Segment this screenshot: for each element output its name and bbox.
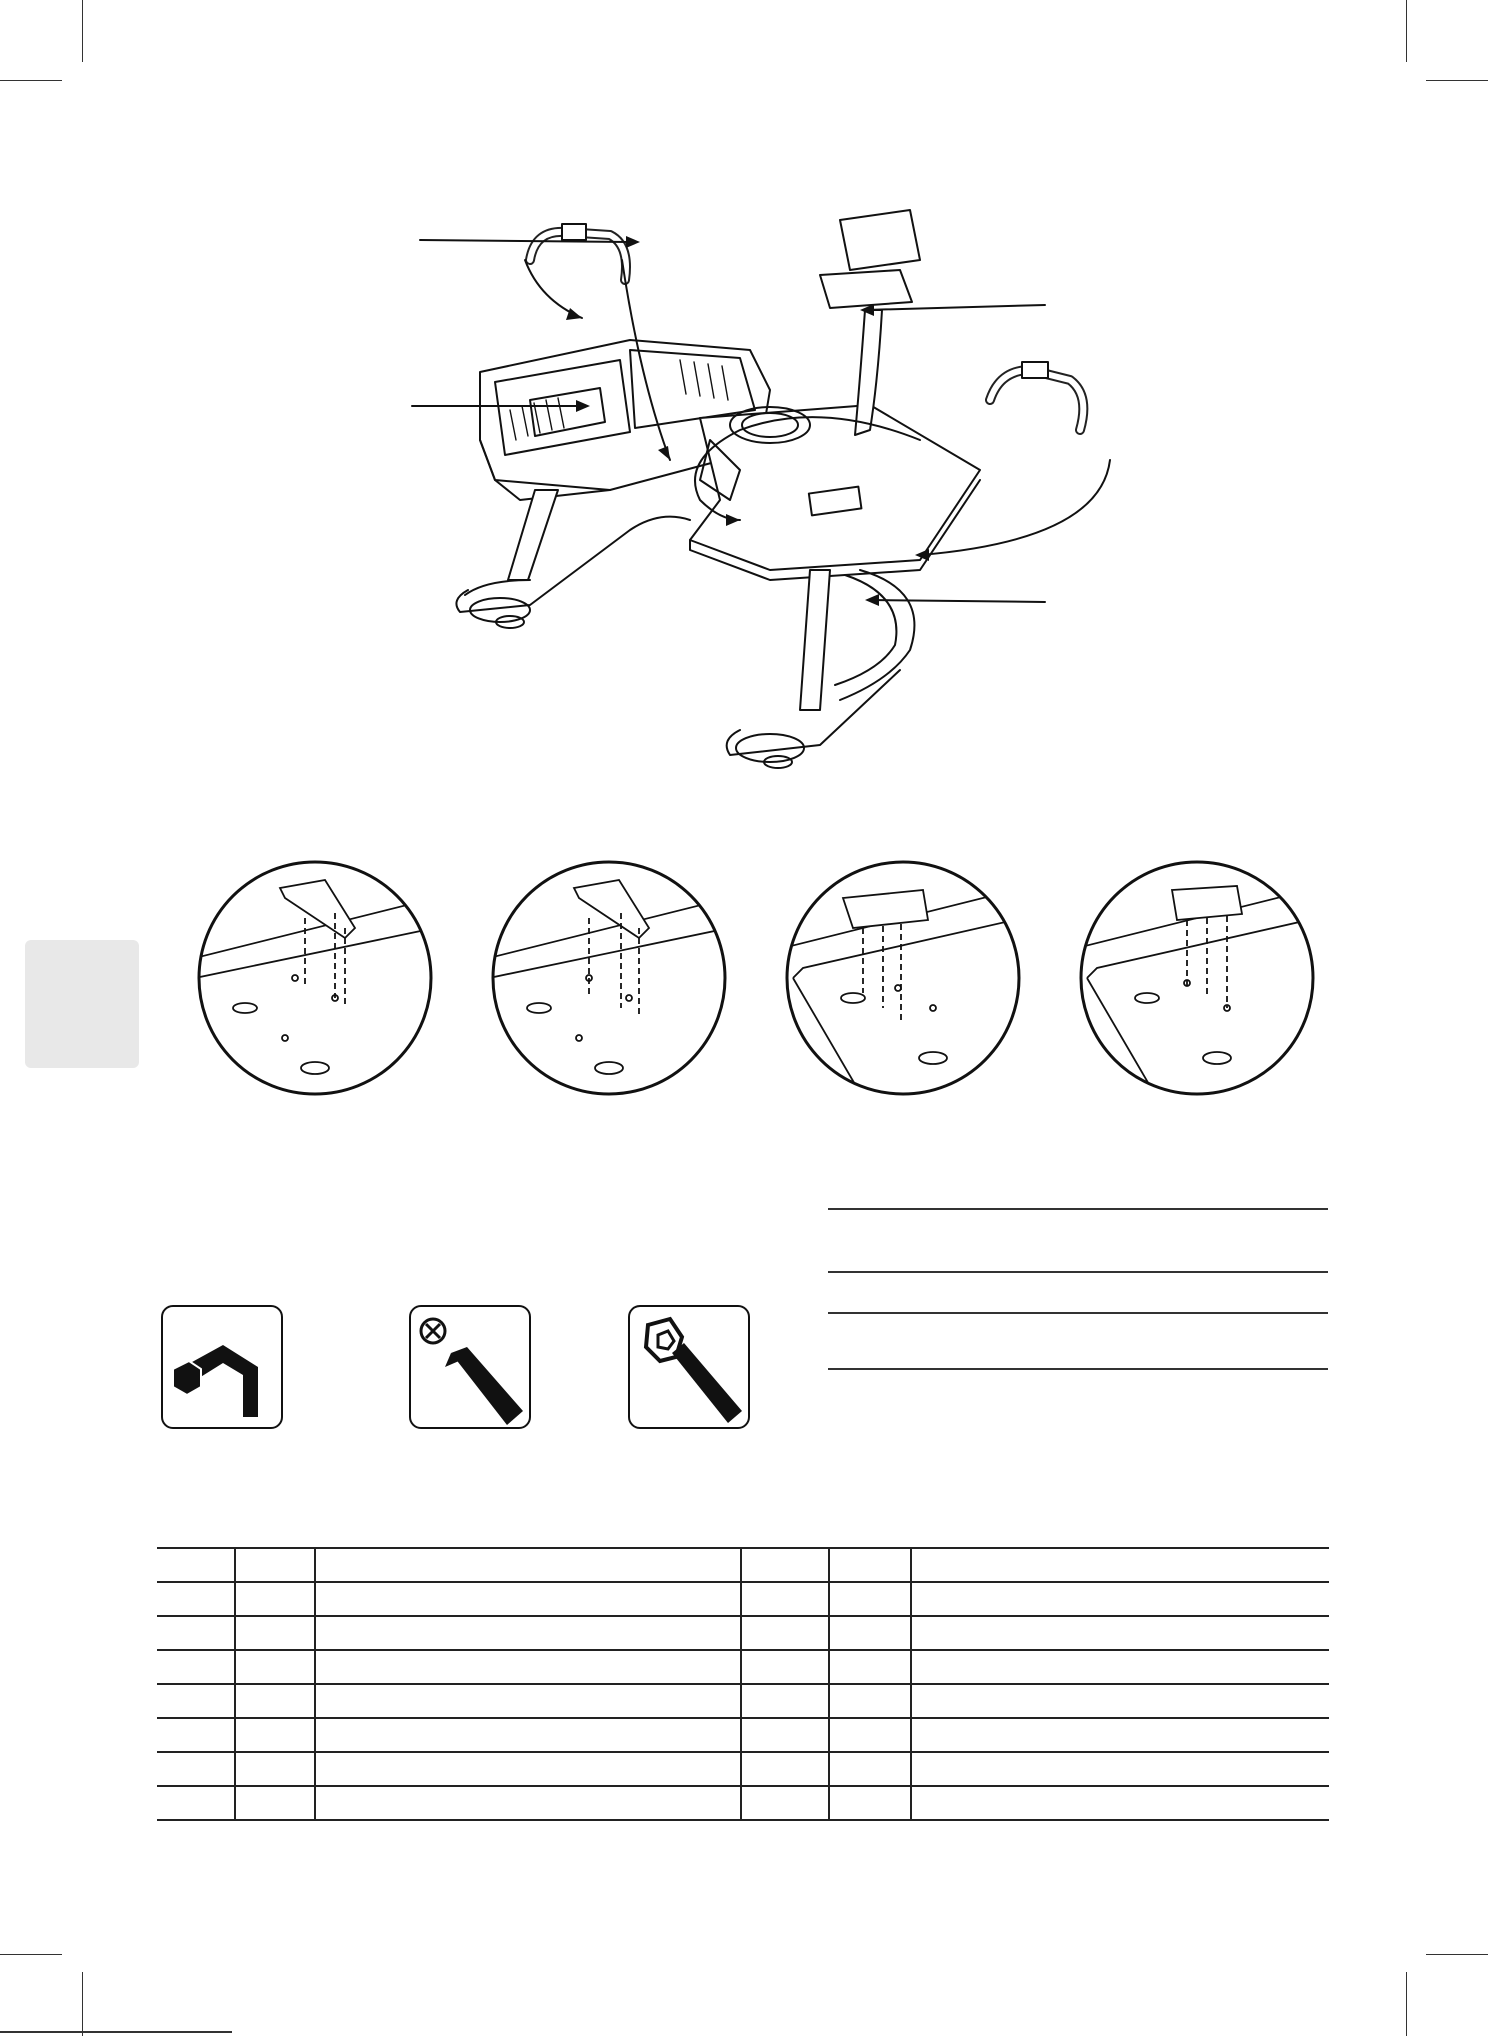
table-row [157, 1616, 1329, 1650]
note-rule-4 [828, 1368, 1328, 1370]
table-cell [315, 1616, 741, 1650]
table-cell [235, 1752, 315, 1786]
open-wrench-icon [628, 1305, 750, 1429]
table-cell [157, 1582, 235, 1616]
table-cell [911, 1786, 1329, 1820]
table-row [157, 1718, 1329, 1752]
table-cell [157, 1684, 235, 1718]
left-upright [508, 490, 558, 580]
note-rule-2 [828, 1271, 1328, 1273]
table-cell [157, 1650, 235, 1684]
note-rule-3 [828, 1312, 1328, 1314]
table-cell [829, 1786, 911, 1820]
table-cell [315, 1752, 741, 1786]
parts-table [157, 1547, 1329, 1821]
callout-line-4 [870, 600, 1045, 602]
table-row [157, 1684, 1329, 1718]
table-cell [157, 1616, 235, 1650]
table-cell [157, 1786, 235, 1820]
table-cell [235, 1718, 315, 1752]
table-cell [741, 1684, 829, 1718]
table-cell [315, 1650, 741, 1684]
table-cell [829, 1718, 911, 1752]
detail-view-4 [1077, 858, 1317, 1098]
table-cell [741, 1718, 829, 1752]
trim-mark-top-right-h [1426, 80, 1488, 81]
table-cell [741, 1616, 829, 1650]
table-cell [315, 1786, 741, 1820]
detail-view-3 [783, 858, 1023, 1098]
table-cell [315, 1582, 741, 1616]
table-cell [741, 1752, 829, 1786]
tablet-holder-plate [820, 270, 912, 308]
detail-view-1 [195, 858, 435, 1098]
table-cell [235, 1650, 315, 1684]
trim-mark-top-left-v [82, 0, 83, 62]
bottom-bleed-strip [0, 2031, 232, 2033]
section-tab [25, 940, 139, 1068]
callout-line-3 [865, 305, 1045, 310]
phillips-screwdriver-icon [409, 1305, 531, 1429]
trim-mark-bottom-right-h [1426, 1954, 1488, 1955]
trim-mark-top-right-v [1406, 0, 1407, 62]
arrow-handle-left [525, 260, 582, 318]
table-cell [235, 1582, 315, 1616]
callout-line-1 [420, 240, 630, 242]
trim-mark-bottom-left-h [0, 1954, 62, 1955]
table-cell [741, 1582, 829, 1616]
table-cell [911, 1582, 1329, 1616]
trim-mark-bottom-right-v [1406, 1972, 1407, 2036]
table-cell [315, 1718, 741, 1752]
table-cell [829, 1650, 911, 1684]
table-row [157, 1650, 1329, 1684]
table-cell [829, 1616, 911, 1650]
table-cell [235, 1616, 315, 1650]
header-cell [315, 1548, 741, 1582]
right-upright [800, 570, 830, 710]
main-assembly-illustration [300, 200, 1160, 800]
note-rule-1 [828, 1208, 1328, 1210]
table-cell [157, 1718, 235, 1752]
header-cell [235, 1548, 315, 1582]
table-header-row [157, 1548, 1329, 1582]
header-cell [829, 1548, 911, 1582]
detail-view-2 [489, 858, 729, 1098]
header-cell [911, 1548, 1329, 1582]
table-cell [911, 1650, 1329, 1684]
table-cell [911, 1752, 1329, 1786]
header-cell [157, 1548, 235, 1582]
header-cell [741, 1548, 829, 1582]
table-cell [829, 1582, 911, 1616]
table-row [157, 1582, 1329, 1616]
table-cell [157, 1752, 235, 1786]
table-cell [741, 1786, 829, 1820]
table-cell [911, 1684, 1329, 1718]
trim-mark-top-left-h [0, 80, 62, 81]
table-cell [235, 1786, 315, 1820]
table-cell [741, 1650, 829, 1684]
table-cell [829, 1752, 911, 1786]
table-row [157, 1752, 1329, 1786]
trim-mark-bottom-left-v [82, 1972, 83, 2036]
table-cell [315, 1684, 741, 1718]
table-cell [911, 1718, 1329, 1752]
table-cell [235, 1684, 315, 1718]
table-cell [911, 1616, 1329, 1650]
allen-key-icon [161, 1305, 283, 1429]
table-row [157, 1786, 1329, 1820]
table-cell [829, 1684, 911, 1718]
